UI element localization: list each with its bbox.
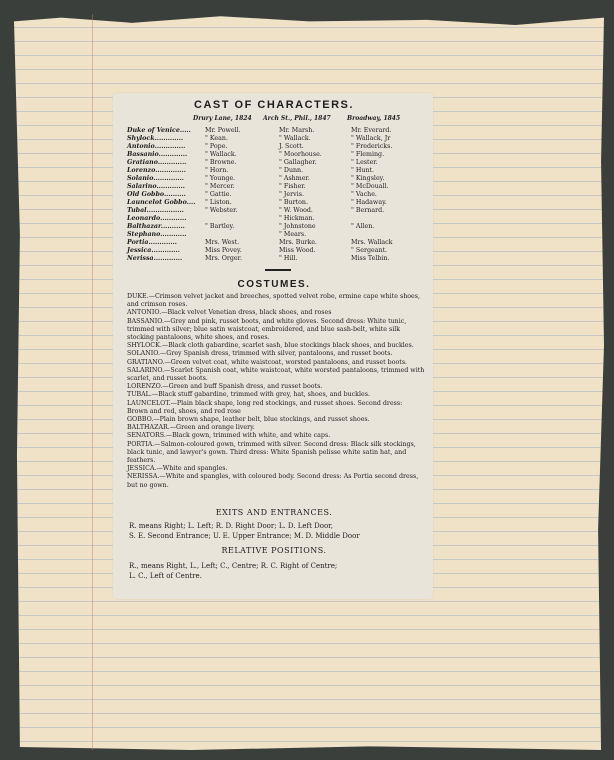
costume-entry: LORENZO.—Green and buff Spanish dress, and russet boots. <box>127 383 323 391</box>
actor-name: " Younge. <box>205 175 236 182</box>
actor-name: " Hunt. <box>351 167 375 174</box>
costumes-title: COSTUMES. <box>237 279 311 290</box>
cast-row <box>127 239 427 247</box>
character-name: Leonardo............ <box>127 215 187 222</box>
costume-entry: SALARINO.—Scarlet Spanish coat, white waistcoat, white worsted pantaloons, trimmed with scarlet, and russet boots. <box>127 366 425 383</box>
cast-row <box>127 159 427 167</box>
cast-title: CAST OF CHARACTERS. <box>194 99 354 111</box>
relative-line: L. C., Left of Centre. <box>129 572 202 580</box>
actor-name: " Wallack. <box>205 151 237 158</box>
costume-entry: PORTIA.—Salmon-coloured gown, trimmed with silver. Second dress: Black silk stockings, black tunic, and lawyer's gown. Third dress: White Spanish pelisse white satin hat, and feathers. <box>127 440 416 465</box>
cast-row <box>127 135 427 143</box>
character-name: Lorenzo.............. <box>127 167 186 174</box>
character-name: Gratiano............. <box>127 159 187 166</box>
cast-row <box>127 247 427 255</box>
character-name: Tubal................. <box>127 207 184 214</box>
printed-slip <box>113 93 433 599</box>
actor-name: Mrs. Orger. <box>205 255 242 262</box>
actor-name: " Webster. <box>205 207 238 214</box>
actor-name <box>351 231 427 239</box>
actor-name: Mrs. Burke. <box>279 239 317 246</box>
cast-row <box>127 207 427 215</box>
costume-entry: BASSANIO.—Grey and pink, russet boots, and white gloves. Second dress: White tunic, trimmed with silver; blue satin waistcoat, embroidered, and blue sash-belt, white silk stocking pantaloons, white shoes, and roses. <box>127 317 407 342</box>
character-name: Launcelot Gobbo.... <box>127 199 196 206</box>
character-name: Antonio.............. <box>127 143 186 150</box>
actor-name: " Vache. <box>351 191 377 198</box>
cast-row <box>127 175 427 183</box>
slip-content <box>123 93 425 599</box>
actor-name <box>205 215 279 223</box>
cast-row <box>127 151 427 159</box>
actor-name: " Jervis. <box>279 191 304 198</box>
actor-name: " Bartley. <box>205 223 235 230</box>
actor-name: " Mears. <box>279 231 307 238</box>
actor-name: " W. Wood. <box>279 207 313 214</box>
actor-name <box>205 231 279 239</box>
costume-entry: TUBAL.—Black stuff gabardine, trimmed with grey, hat, shoes, and buckles. <box>127 391 370 399</box>
margin-rule <box>92 14 93 750</box>
actor-name: " Horn. <box>205 167 229 174</box>
exits-line: S. E. Second Entrance; U. E. Upper Entrance; M. D. Middle Door <box>129 532 360 540</box>
actor-name: " McDouall. <box>351 183 389 190</box>
cast-row <box>127 255 427 263</box>
theatre-heading: Arch St., Phil., 1847 <box>263 115 331 122</box>
relative-line: R., means Right, L., Left; C., Centre; R. C. Right of Centre; <box>129 562 338 570</box>
actor-name: Miss Telbin. <box>351 255 390 262</box>
costume-entry: GRATIANO.—Green velvet coat, white waistcoat, worsted pantaloons, and russet boots. <box>127 358 408 366</box>
exits-line: R. means Right; L. Left; R. D. Right Door; L. D. Left Door, <box>129 522 333 530</box>
actor-name: " Mercer. <box>205 183 235 190</box>
costume-entry: DUKE.—Crimson velvet jacket and breeches, spotted velvet robe, ermine cape white shoes, and crimson roses. <box>127 293 420 309</box>
actor-name: " Bernard. <box>351 207 385 214</box>
theatre-heading: Broadway, 1845 <box>347 115 401 122</box>
actor-name: Mr. Everard. <box>351 127 392 134</box>
cast-table <box>127 127 427 263</box>
actor-name: J. Scott. <box>279 143 304 150</box>
actor-name <box>351 215 427 223</box>
actor-name: " Dunn. <box>279 167 304 174</box>
actor-name: Mr. Marsh. <box>279 127 315 134</box>
character-name: Bassanio............. <box>127 151 188 158</box>
cast-row <box>127 167 427 175</box>
actor-name: " Burton. <box>279 199 308 206</box>
actor-name: " Wallack, Jr <box>351 135 391 142</box>
character-name: Balthazar........... <box>127 223 185 230</box>
actor-name: " Kingsley. <box>351 175 385 182</box>
actor-name: " Ashmer. <box>279 175 310 182</box>
costume-entry: GOBBO.—Plain brown shape, leather belt, blue stockings, and russet shoes. <box>127 416 370 424</box>
actor-name: " Wallack. <box>279 135 311 142</box>
actor-name: " Liston. <box>205 199 232 206</box>
separator-rule <box>265 269 291 271</box>
costume-entry: SOLANIO.—Grey Spanish dress, trimmed with silver, pantaloons, and russet boots. <box>127 350 393 358</box>
actor-name: " Kean. <box>205 135 228 142</box>
costume-entry: ANTONIO.—Black velvet Venetian dress, black shoes, and roses <box>127 309 332 317</box>
character-name: Duke of Venice..... <box>127 127 191 134</box>
cast-row <box>127 183 427 191</box>
actor-name: " Moorhouse. <box>279 151 322 158</box>
character-name: Old Gobbo.......... <box>127 191 186 198</box>
actor-name: " Lester. <box>351 159 378 166</box>
actor-name: " Allen. <box>351 223 375 230</box>
actor-name: " Fleming. <box>351 151 385 158</box>
actor-name: Mr. Powell. <box>205 127 241 134</box>
actor-name: " Hill. <box>279 255 298 262</box>
costume-list <box>127 293 425 490</box>
costume-entry: BALTHAZAR.—Green and orange livery. <box>127 424 255 432</box>
exits-title: EXITS AND ENTRANCES. <box>215 508 333 517</box>
actor-name: Mrs. Wallack <box>351 239 393 246</box>
costume-entry: SHYLOCK.—Black cloth gabardine, scarlet sash, blue stockings black shoes, and buckles. <box>127 342 414 350</box>
actor-name: " Hadaway. <box>351 199 387 206</box>
actor-name: " Browne. <box>205 159 237 166</box>
character-name: Salarino............. <box>127 183 185 190</box>
actor-name: Miss Povey. <box>205 247 242 254</box>
character-name: Jessica............. <box>127 247 180 254</box>
character-name: Stephano............ <box>127 231 187 238</box>
character-name: Shylock............. <box>127 135 184 142</box>
actor-name: Miss Wood. <box>279 247 316 254</box>
actor-name: " Pope. <box>205 143 228 150</box>
cast-row <box>127 191 427 199</box>
relative-positions-title: RELATIVE POSITIONS. <box>221 546 327 555</box>
actor-name: " Gallagher. <box>279 159 317 166</box>
actor-name: " Sergeant. <box>351 247 388 254</box>
character-name: Solanio.............. <box>127 175 184 182</box>
costume-entry: NERISSA.—White and spangles, with coloured body. Second dress: As Portia second dress, but no gown. <box>127 473 419 489</box>
cast-row <box>127 215 427 223</box>
character-name: Nerissa............. <box>127 255 183 262</box>
costume-entry: JESSICA.—White and spangles. <box>127 465 228 473</box>
actor-name: " Fredericks. <box>351 143 393 150</box>
costume-entry: LAUNCELOT.—Plain black shape, long red stockings, and russet shoes. Second dress: Brown and red, shoes, and red rose <box>127 399 403 415</box>
actor-name: " Gattie. <box>205 191 232 198</box>
cast-row <box>127 143 427 151</box>
cast-row <box>127 231 427 239</box>
actor-name: " Hickman. <box>279 215 315 222</box>
theatre-heading: Drury Lane, 1824 <box>193 115 252 122</box>
costume-entry: SENATORS.—Black gown, trimmed with white, and white caps. <box>127 432 331 440</box>
cast-row <box>127 199 427 207</box>
character-name: Portia............. <box>127 239 177 246</box>
cast-row <box>127 127 427 135</box>
cast-row <box>127 223 427 231</box>
actor-name: Mrs. West. <box>205 239 240 246</box>
actor-name: " Johnstone <box>279 223 316 230</box>
actor-name: " Fisher. <box>279 183 306 190</box>
